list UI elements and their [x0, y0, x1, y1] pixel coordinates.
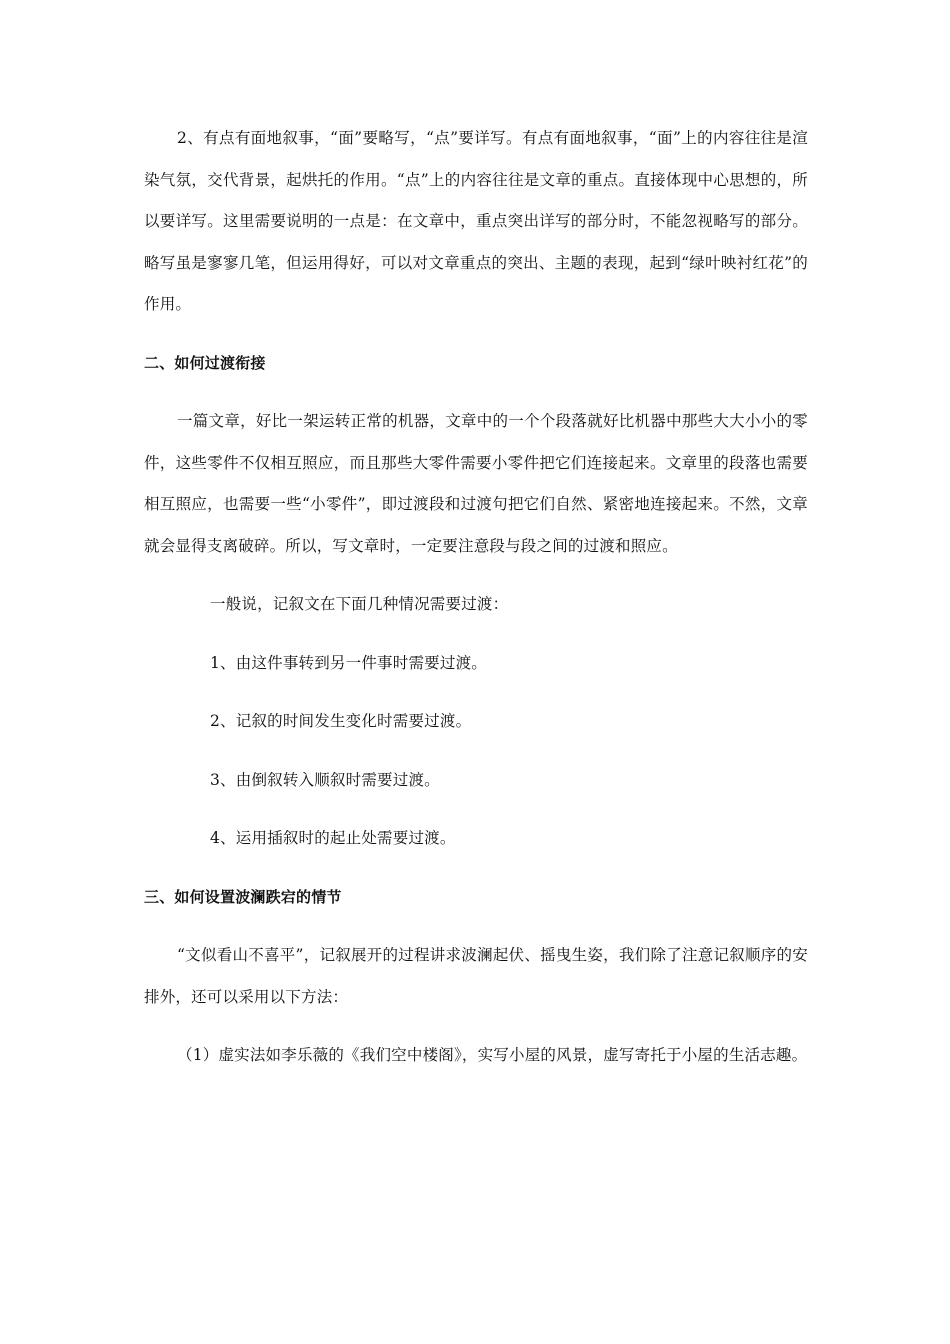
- spacer: [144, 743, 808, 760]
- spacer: [144, 918, 808, 935]
- paragraph-detail-writing: 2、有点有面地叙事，“面”要略写，“点”要详写。有点有面地叙事，“面”上的内容往往是渲染气氛，交代背景，起烘托的作用。“点”上的内容往往是文章的重点。直接体现中心思想的，所以要详写。这里需要说明的一点是：在文章中，重点突出详写的部分时，不能忽视略写的部分。略写虽是寥寥几笔，但运用得好，可以对文章重点的突出、主题的表现，起到“绿叶映衬红花”的作用。: [144, 129, 808, 313]
- list-item: 3、由倒叙转入顺叙时需要过渡。: [210, 770, 440, 789]
- paragraph-method-1: （1）虚实法如李乐薇的《我们空中楼阁》，实写小屋的风景，虚写寄托于小屋的生活志趣。: [177, 1046, 808, 1064]
- section-heading-plot: 三、如何设置波澜跌宕的情节: [144, 887, 342, 906]
- paragraph-plot: “文似看山不喜平”，记叙展开的过程讲求波澜起伏、摇曳生姿，我们除了注意记叙顺序的安排外，还可以采用以下方法：: [144, 946, 808, 1006]
- spacer: [144, 684, 808, 701]
- list-item: 4、运用插叙时的起止处需要过渡。: [210, 829, 456, 847]
- spacer: [144, 801, 808, 818]
- spacer: [144, 860, 808, 877]
- list-item: 2、记叙的时间发生变化时需要过渡。: [210, 712, 472, 730]
- spacer: [144, 1018, 808, 1035]
- list-item: 1、由这件事转到另一件事时需要过渡。: [210, 653, 487, 672]
- spacer: [144, 626, 808, 643]
- transition-intro: 一般说，记叙文在下面几种情况需要过渡：: [210, 595, 509, 613]
- section-heading-transition: 二、如何过渡衔接: [144, 353, 266, 372]
- spacer: [144, 326, 808, 343]
- paragraph-transition: 一篇文章，好比一架运转正常的机器，文章中的一个个段落就好比机器中那些大大小小的零件，这些零件不仅相互照应，而且那些大零件需要小零件把它们连接起来。文章里的段落也需要相互照应，也需要一些“小零件”，即过渡段和过渡句把它们自然、紧密地连接起来。不然，文章就会显得支离破碎。所以，写文章时，一定要注意段与段之间的过渡和照应。: [144, 412, 808, 555]
- document-page: [144, 118, 808, 1077]
- spacer: [144, 567, 808, 584]
- spacer: [144, 384, 808, 401]
